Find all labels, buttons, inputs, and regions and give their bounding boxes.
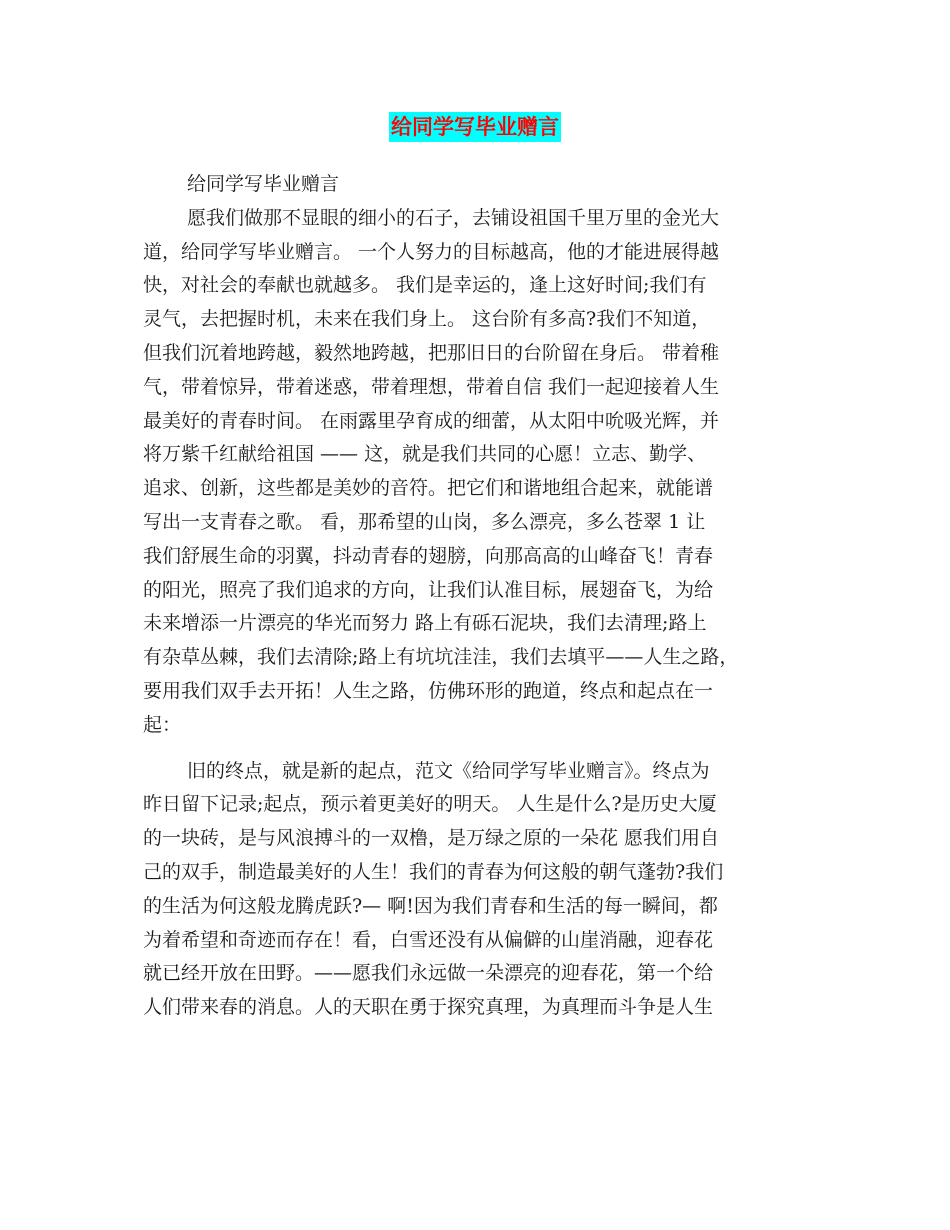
paragraph-line: 将万紫千红献给祖国 —— 这，就是我们共同的心愿！立志、勤学、 xyxy=(143,443,707,466)
document-title: 给同学写毕业赠言 xyxy=(389,112,561,142)
paragraph-line: 气，带着惊异，带着迷惑，带着理想，带着自信 我们一起迎接着人生 xyxy=(143,375,720,398)
paragraph-2 xyxy=(143,755,815,1025)
paragraph-line: 我们舒展生命的羽翼，抖动青春的翅膀，向那高高的山峰奋飞！青春 xyxy=(143,544,714,567)
paragraph-line: 的一块砖，是与风浪搏斗的一双橹，是万绿之原的一朵花 愿我们用自 xyxy=(143,827,720,850)
paragraph-line: 最美好的青春时间。 在雨露里孕育成的细蕾，从太阳中吮吸光辉，并 xyxy=(143,409,720,432)
document-body xyxy=(143,168,815,1025)
paragraph-line: 旧的终点，就是新的起点，范文《给同学写毕业赠言》。终点为 xyxy=(187,759,710,782)
paragraph-line: 道，给同学写毕业赠言。 一个人努力的目标越高，他的才能进展得越 xyxy=(143,240,720,263)
paragraph-line: 但我们沉着地跨越，毅然地跨越，把那旧日的台阶留在身后。 带着稚 xyxy=(143,341,720,364)
paragraph-line: 的阳光，照亮了我们追求的方向，让我们认准目标，展翅奋飞，为给 xyxy=(143,578,714,601)
paragraph-line: 追求、创新，这些都是美妙的音符。把它们和谐地组合起来，就能谱 xyxy=(143,477,714,500)
paragraph-line: 未来增添一片漂亮的华光而努力 路上有砾石泥块，我们去清理;路上 xyxy=(143,612,707,635)
title-wrapper xyxy=(0,112,950,142)
paragraph-line: 就已经开放在田野。——愿我们永远做一朵漂亮的迎春花，第一个给 xyxy=(143,962,714,985)
paragraph-line: 要用我们双手去开拓！人生之路，仿佛环形的跑道，终点和起点在一 xyxy=(143,679,714,702)
paragraph-line: 人们带来春的消息。人的天职在勇于探究真理，为真理而斗争是人生 xyxy=(143,996,714,1019)
paragraph-1 xyxy=(143,202,815,743)
paragraph-line: 昨日留下记录;起点，预示着更美好的明天。 人生是什么?是历史大厦 xyxy=(143,793,717,816)
paragraph-line: 愿我们做那不显眼的细小的石子，去铺设祖国千里万里的金光大 xyxy=(187,206,720,229)
paragraph-line: 为着希望和奇迹而存在！看，白雪还没有从偏僻的山崖消融，迎春花 xyxy=(143,928,714,951)
paragraph-line: 起： xyxy=(143,713,182,736)
paragraph-line: 灵气，去把握时机，未来在我们身上。 这台阶有多高?我们不知道， xyxy=(143,308,711,331)
paragraph-line: 的生活为何这般龙腾虎跃?— 啊!因为我们青春和生活的每一瞬间，都 xyxy=(143,894,718,917)
paragraph-line: 有杂草丛棘，我们去清除;路上有坑坑洼洼，我们去填平——人生之路， xyxy=(143,646,739,669)
document-subtitle: 给同学写毕业赠言 xyxy=(187,173,340,195)
paragraph-line: 己的双手，制造最美好的人生！我们的青春为何这般的朝气蓬勃?我们 xyxy=(143,860,724,883)
paragraph-line: 写出一支青春之歌。 看，那希望的山岗，多么漂亮，多么苍翠 1 让 xyxy=(143,510,706,533)
paragraph-line: 快，对社会的奉献也就越多。 我们是幸运的，逢上这好时间;我们有 xyxy=(143,274,707,297)
